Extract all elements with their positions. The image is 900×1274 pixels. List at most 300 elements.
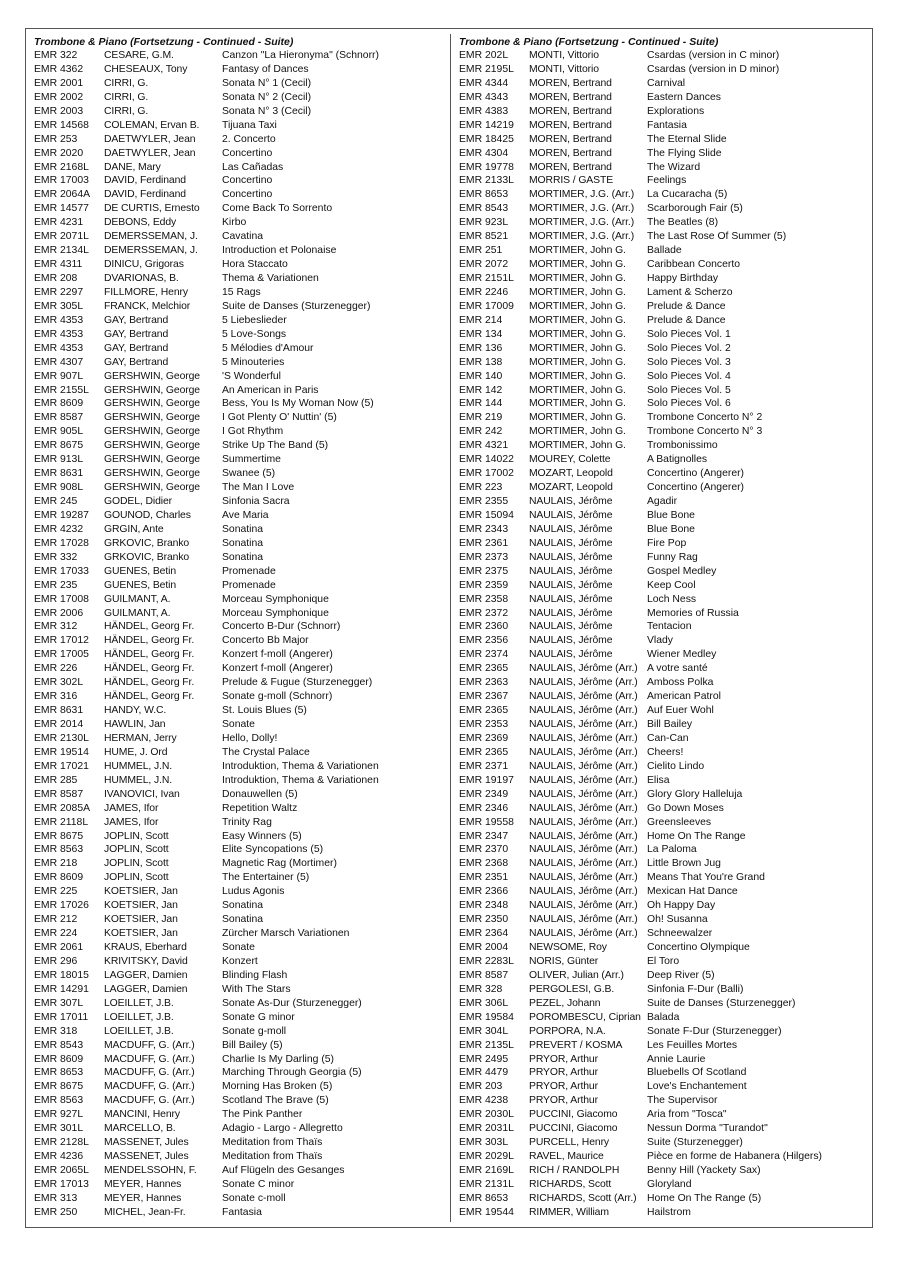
catalog-number: EMR 17011 bbox=[34, 1011, 89, 1023]
catalog-number: EMR 285 bbox=[34, 774, 78, 786]
catalog-number: EMR 316 bbox=[34, 691, 78, 703]
composer: MORTIMER, John G. bbox=[529, 426, 626, 438]
title: Mexican Hat Dance bbox=[647, 886, 738, 898]
title: El Toro bbox=[647, 955, 680, 967]
catalog-number: EMR 8543 bbox=[459, 203, 509, 215]
composer: JOPLIN, Scott bbox=[104, 830, 169, 842]
title: 15 Rags bbox=[222, 286, 261, 298]
composer: MENDELSSOHN, F. bbox=[104, 1165, 197, 1176]
catalog-number: EMR 927L bbox=[34, 1109, 84, 1121]
catalog-entry bbox=[459, 1094, 875, 1108]
title: Sonatina bbox=[222, 523, 264, 535]
catalog-entry bbox=[34, 983, 450, 997]
title: Explorations bbox=[647, 105, 705, 117]
catalog-entry bbox=[34, 481, 450, 495]
title: Prelude & Dance bbox=[647, 300, 726, 312]
catalog-number: EMR 203 bbox=[459, 1081, 503, 1093]
title: I Got Rhythm bbox=[222, 426, 284, 438]
composer: HÄNDEL, Georg Fr. bbox=[104, 649, 195, 661]
composer: MACDUFF, G. (Arr.) bbox=[104, 1053, 195, 1065]
catalog-entry bbox=[34, 969, 450, 983]
catalog-entry bbox=[34, 467, 450, 481]
catalog-entry bbox=[459, 857, 875, 871]
catalog-number: EMR 2006 bbox=[34, 607, 84, 619]
catalog-entry bbox=[34, 871, 450, 885]
catalog-number: EMR 2356 bbox=[459, 635, 509, 647]
catalog-entry bbox=[34, 579, 450, 593]
composer: MORTIMER, J.G. (Arr.) bbox=[529, 203, 635, 215]
catalog-number: EMR 226 bbox=[34, 663, 78, 675]
composer: MASSENET, Jules bbox=[104, 1137, 189, 1149]
catalog-number: EMR 212 bbox=[34, 914, 78, 926]
catalog-number: EMR 2128L bbox=[34, 1137, 89, 1149]
composer: FILLMORE, Henry bbox=[104, 286, 188, 298]
title: Happy Birthday bbox=[647, 273, 719, 284]
catalog-number: EMR 2065L bbox=[34, 1165, 89, 1176]
catalog-entry bbox=[34, 816, 450, 830]
catalog-number: EMR 19584 bbox=[459, 1011, 514, 1023]
right-column-heading: Trombone & Piano (Fortsetzung - Continued - Suite) bbox=[459, 36, 719, 48]
catalog-entry bbox=[459, 49, 875, 63]
title: The Entertainer (5) bbox=[222, 872, 310, 884]
title: Trombone Concerto N° 3 bbox=[647, 426, 763, 438]
composer: KOETSIER, Jan bbox=[104, 928, 178, 940]
title: A votre santé bbox=[647, 663, 708, 675]
catalog-entry bbox=[459, 342, 875, 356]
catalog-number: EMR 8587 bbox=[34, 412, 84, 424]
composer: HÄNDEL, Georg Fr. bbox=[104, 677, 195, 689]
title: Blue Bone bbox=[647, 523, 695, 535]
catalog-number: EMR 136 bbox=[459, 342, 503, 354]
catalog-number: EMR 2373 bbox=[459, 551, 509, 563]
title: Las Cañadas bbox=[222, 161, 284, 173]
catalog-number: EMR 318 bbox=[34, 1025, 78, 1037]
title: Morceau Symphonique bbox=[222, 607, 329, 619]
composer: PRYOR, Arthur bbox=[529, 1067, 598, 1079]
composer: JOPLIN, Scott bbox=[104, 872, 169, 884]
catalog-number: EMR 312 bbox=[34, 621, 78, 633]
catalog-entry bbox=[34, 1053, 450, 1067]
title: Sonata N° 2 (Cecil) bbox=[222, 91, 312, 103]
title: Solo Pieces Vol. 4 bbox=[647, 370, 731, 382]
catalog-number: EMR 2353 bbox=[459, 719, 509, 730]
catalog-number: EMR 2371 bbox=[459, 760, 509, 772]
title: Keep Cool bbox=[647, 579, 696, 591]
catalog-number: EMR 8653 bbox=[34, 1067, 84, 1079]
composer: GODEL, Didier bbox=[104, 496, 172, 507]
catalog-entry bbox=[34, 565, 450, 579]
catalog-entry bbox=[34, 885, 450, 899]
composer: MICHEL, Jean-Fr. bbox=[104, 1206, 186, 1218]
title: Love's Enchantement bbox=[647, 1081, 747, 1093]
catalog-number: EMR 17008 bbox=[34, 593, 89, 605]
catalog-entry bbox=[34, 509, 450, 523]
catalog-number: EMR 2359 bbox=[459, 579, 509, 591]
composer: MASSENET, Jules bbox=[104, 1151, 189, 1163]
catalog-number: EMR 2151L bbox=[459, 273, 514, 284]
title: Solo Pieces Vol. 6 bbox=[647, 398, 731, 410]
catalog-entry bbox=[34, 704, 450, 718]
catalog-number: EMR 2365 bbox=[459, 663, 509, 675]
composer: NAULAIS, Jérôme bbox=[529, 593, 613, 605]
catalog-number: EMR 4383 bbox=[459, 105, 509, 117]
title: Tentacion bbox=[647, 621, 692, 633]
catalog-number: EMR 4353 bbox=[34, 328, 84, 340]
catalog-entry bbox=[34, 300, 450, 314]
right-catalog-list bbox=[459, 49, 875, 1220]
composer: CIRRI, G. bbox=[104, 91, 149, 103]
title: 2. Concerto bbox=[222, 133, 276, 145]
catalog-entry bbox=[459, 439, 875, 453]
composer: MONTI, Vittorio bbox=[529, 50, 599, 61]
composer: PUCCINI, Giacomo bbox=[529, 1123, 618, 1135]
composer: NAULAIS, Jérôme (Arr.) bbox=[529, 802, 638, 814]
catalog-entry bbox=[34, 453, 450, 467]
catalog-entry bbox=[459, 955, 875, 969]
catalog-entry bbox=[459, 788, 875, 802]
title: Gloryland bbox=[647, 1178, 692, 1190]
catalog-number: EMR 19778 bbox=[459, 161, 514, 173]
catalog-number: EMR 2495 bbox=[459, 1053, 509, 1065]
title: 5 Minouteries bbox=[222, 356, 285, 368]
catalog-number: EMR 2002 bbox=[34, 91, 84, 103]
title: Easy Winners (5) bbox=[222, 830, 302, 842]
catalog-number: EMR 8631 bbox=[34, 705, 84, 717]
title: Sonate C minor bbox=[222, 1178, 295, 1190]
title: Carnival bbox=[647, 77, 686, 89]
composer: PRYOR, Arthur bbox=[529, 1081, 598, 1093]
catalog-number: EMR 223 bbox=[459, 482, 503, 494]
title: Sonate F-Dur (Sturzenegger) bbox=[647, 1025, 782, 1037]
composer: JOPLIN, Scott bbox=[104, 858, 169, 870]
composer: MORTIMER, John G. bbox=[529, 440, 626, 452]
catalog-entry bbox=[34, 272, 450, 286]
catalog-entry bbox=[34, 314, 450, 328]
catalog-entry bbox=[34, 63, 450, 77]
composer: MOZART, Leopold bbox=[529, 468, 613, 480]
title: Home On The Range bbox=[647, 830, 746, 842]
composer: GERSHWIN, George bbox=[104, 468, 200, 480]
composer: NAULAIS, Jérôme bbox=[529, 537, 613, 549]
catalog-number: EMR 4343 bbox=[459, 91, 509, 103]
composer: LAGGER, Damien bbox=[104, 983, 188, 995]
catalog-entry bbox=[34, 1080, 450, 1094]
catalog-entry bbox=[459, 1039, 875, 1053]
catalog-number: EMR 17026 bbox=[34, 900, 89, 912]
title: Csardas (version in D minor) bbox=[647, 63, 780, 75]
catalog-entry bbox=[459, 983, 875, 997]
title: The Last Rose Of Summer (5) bbox=[647, 231, 787, 243]
composer: NAULAIS, Jérôme (Arr.) bbox=[529, 677, 638, 689]
catalog-number: EMR 2358 bbox=[459, 593, 509, 605]
catalog-number: EMR 4238 bbox=[459, 1095, 509, 1107]
title: Promenade bbox=[222, 579, 276, 591]
composer: GERSHWIN, George bbox=[104, 370, 200, 382]
catalog-entry bbox=[459, 927, 875, 941]
catalog-entry bbox=[34, 1094, 450, 1108]
catalog-entry bbox=[459, 593, 875, 607]
catalog-number: EMR 17002 bbox=[459, 468, 514, 480]
composer: NAULAIS, Jérôme bbox=[529, 551, 613, 563]
title: Home On The Range (5) bbox=[647, 1192, 762, 1204]
catalog-entry bbox=[459, 620, 875, 634]
catalog-number: EMR 322 bbox=[34, 50, 78, 61]
title: Hailstrom bbox=[647, 1206, 691, 1218]
catalog-entry bbox=[34, 843, 450, 857]
catalog-number: EMR 218 bbox=[34, 858, 78, 870]
catalog-entry bbox=[459, 495, 875, 509]
catalog-number: EMR 225 bbox=[34, 886, 78, 898]
catalog-number: EMR 19514 bbox=[34, 746, 89, 758]
catalog-entry bbox=[459, 899, 875, 913]
catalog-entry bbox=[34, 607, 450, 621]
catalog-number: EMR 14219 bbox=[459, 119, 514, 131]
composer: GRKOVIC, Branko bbox=[104, 537, 190, 549]
title: Tijuana Taxi bbox=[222, 119, 277, 131]
composer: MORTIMER, John G. bbox=[529, 342, 626, 354]
composer: MANCINI, Henry bbox=[104, 1109, 180, 1121]
title: Concertino bbox=[222, 175, 273, 187]
catalog-entry bbox=[459, 147, 875, 161]
title: Solo Pieces Vol. 3 bbox=[647, 356, 731, 368]
catalog-entry bbox=[459, 1150, 875, 1164]
catalog-entry bbox=[459, 1164, 875, 1178]
catalog-entry bbox=[34, 258, 450, 272]
title: A Batignolles bbox=[647, 454, 708, 466]
catalog-entry bbox=[34, 857, 450, 871]
title: Auf Euer Wohl bbox=[647, 705, 714, 717]
catalog-entry bbox=[34, 397, 450, 411]
catalog-entry bbox=[34, 133, 450, 147]
title: Sonate bbox=[222, 942, 255, 953]
catalog-entry bbox=[34, 802, 450, 816]
title: The Crystal Palace bbox=[222, 746, 310, 758]
catalog-number: EMR 17005 bbox=[34, 649, 89, 661]
composer: GERSHWIN, George bbox=[104, 384, 200, 396]
composer: GAY, Bertrand bbox=[104, 342, 169, 354]
catalog-entry bbox=[459, 105, 875, 119]
title: Blinding Flash bbox=[222, 969, 288, 981]
catalog-entry bbox=[34, 1011, 450, 1025]
composer: HÄNDEL, Georg Fr. bbox=[104, 621, 195, 633]
composer: RICHARDS, Scott (Arr.) bbox=[529, 1192, 637, 1204]
composer: MORTIMER, J.G. (Arr.) bbox=[529, 231, 635, 243]
catalog-number: EMR 2368 bbox=[459, 858, 509, 870]
catalog-entry bbox=[459, 1192, 875, 1206]
catalog-entry bbox=[459, 1122, 875, 1136]
catalog-number: EMR 14577 bbox=[34, 203, 89, 215]
title: Sonate g-moll bbox=[222, 1025, 287, 1037]
catalog-entry bbox=[459, 913, 875, 927]
catalog-entry bbox=[34, 1136, 450, 1150]
catalog-entry bbox=[34, 1206, 450, 1220]
catalog-entry bbox=[34, 620, 450, 634]
catalog-number: EMR 17033 bbox=[34, 565, 89, 577]
catalog-entry bbox=[459, 481, 875, 495]
composer: NAULAIS, Jérôme (Arr.) bbox=[529, 886, 638, 898]
title: Wiener Medley bbox=[647, 649, 717, 661]
title: St. Louis Blues (5) bbox=[222, 705, 307, 717]
composer: DAVID, Ferdinand bbox=[104, 189, 186, 201]
composer: MORTIMER, John G. bbox=[529, 245, 626, 257]
catalog-entry bbox=[459, 119, 875, 133]
catalog-entry bbox=[34, 593, 450, 607]
catalog-number: EMR 2372 bbox=[459, 607, 509, 619]
catalog-number: EMR 4236 bbox=[34, 1151, 84, 1163]
title: Summertime bbox=[222, 454, 281, 466]
composer: NAULAIS, Jérôme bbox=[529, 649, 613, 661]
left-column bbox=[34, 35, 450, 1220]
title: Suite de Danses (Sturzenegger) bbox=[222, 300, 371, 312]
composer: KOETSIER, Jan bbox=[104, 900, 178, 912]
composer: HAWLIN, Jan bbox=[104, 719, 166, 730]
catalog-number: EMR 8609 bbox=[34, 1053, 84, 1065]
catalog-number: EMR 2246 bbox=[459, 286, 509, 298]
title: 5 Mélodies d'Amour bbox=[222, 342, 314, 354]
title: Prelude & Fugue (Sturzenegger) bbox=[222, 677, 373, 689]
title: Charlie Is My Darling (5) bbox=[222, 1053, 335, 1065]
composer: RICHARDS, Scott bbox=[529, 1178, 612, 1190]
title: Oh! Susanna bbox=[647, 914, 708, 926]
catalog-entry bbox=[34, 1025, 450, 1039]
composer: MORTIMER, John G. bbox=[529, 384, 626, 396]
right-column bbox=[459, 35, 875, 1220]
catalog-number: EMR 2369 bbox=[459, 732, 509, 744]
catalog-entry bbox=[459, 816, 875, 830]
composer: HÄNDEL, Georg Fr. bbox=[104, 691, 195, 703]
catalog-number: EMR 2168L bbox=[34, 161, 89, 173]
title: Deep River (5) bbox=[647, 969, 715, 981]
composer: NAULAIS, Jérôme (Arr.) bbox=[529, 928, 638, 940]
composer: NAULAIS, Jérôme bbox=[529, 565, 613, 577]
catalog-number: EMR 305L bbox=[34, 300, 84, 312]
catalog-entry bbox=[34, 941, 450, 955]
composer: MOREN, Bertrand bbox=[529, 147, 612, 159]
composer: NAULAIS, Jérôme (Arr.) bbox=[529, 705, 638, 717]
catalog-number: EMR 2374 bbox=[459, 649, 509, 661]
title: Elisa bbox=[647, 774, 670, 786]
composer: CIRRI, G. bbox=[104, 105, 149, 117]
title: Concertino bbox=[222, 147, 273, 159]
catalog-entry bbox=[34, 662, 450, 676]
catalog-entry bbox=[459, 551, 875, 565]
catalog-entry bbox=[34, 997, 450, 1011]
title: Nessun Dorma "Turandot" bbox=[647, 1123, 768, 1135]
title: Repetition Waltz bbox=[222, 802, 298, 814]
catalog-number: EMR 4304 bbox=[459, 147, 509, 159]
catalog-number: EMR 304L bbox=[459, 1025, 509, 1037]
catalog-number: EMR 214 bbox=[459, 314, 503, 326]
catalog-entry bbox=[34, 1150, 450, 1164]
composer: LOEILLET, J.B. bbox=[104, 1011, 174, 1023]
catalog-number: EMR 302L bbox=[34, 677, 84, 689]
title: Vlady bbox=[647, 635, 673, 647]
catalog-entry bbox=[34, 174, 450, 188]
composer: GERSHWIN, George bbox=[104, 412, 200, 424]
title: Les Feuilles Mortes bbox=[647, 1039, 738, 1051]
catalog-number: EMR 19287 bbox=[34, 509, 89, 521]
catalog-number: EMR 14291 bbox=[34, 983, 89, 995]
catalog-number: EMR 328 bbox=[459, 983, 503, 995]
composer: MORTIMER, John G. bbox=[529, 314, 626, 326]
catalog-entry bbox=[459, 1053, 875, 1067]
composer: MORTIMER, John G. bbox=[529, 328, 626, 340]
title: Solo Pieces Vol. 2 bbox=[647, 342, 731, 354]
catalog-number: EMR 140 bbox=[459, 370, 503, 382]
catalog-number: EMR 8609 bbox=[34, 398, 84, 410]
composer: PORPORA, N.A. bbox=[529, 1025, 606, 1037]
title: The Flying Slide bbox=[647, 147, 722, 159]
catalog-number: EMR 4353 bbox=[34, 342, 84, 354]
catalog-number: EMR 8653 bbox=[459, 1192, 509, 1204]
catalog-number: EMR 19544 bbox=[459, 1206, 514, 1218]
catalog-number: EMR 2004 bbox=[459, 942, 509, 953]
catalog-number: EMR 2195L bbox=[459, 63, 514, 75]
catalog-number: EMR 17013 bbox=[34, 1178, 89, 1190]
composer: NAULAIS, Jérôme (Arr.) bbox=[529, 691, 638, 703]
catalog-entry bbox=[459, 411, 875, 425]
catalog-entry bbox=[459, 258, 875, 272]
title: Marching Through Georgia (5) bbox=[222, 1067, 362, 1079]
composer: NEWSOME, Roy bbox=[529, 942, 607, 953]
composer: MOREN, Bertrand bbox=[529, 105, 612, 117]
composer: KOETSIER, Jan bbox=[104, 914, 178, 926]
composer: MORTIMER, J.G. (Arr.) bbox=[529, 189, 635, 201]
title: 5 Liebeslieder bbox=[222, 314, 287, 326]
title: The Wizard bbox=[647, 161, 701, 173]
catalog-entry bbox=[34, 1108, 450, 1122]
catalog-entry bbox=[34, 439, 450, 453]
title: Feelings bbox=[647, 175, 687, 187]
catalog-entry bbox=[34, 384, 450, 398]
catalog-entry bbox=[459, 1080, 875, 1094]
composer: MORTIMER, John G. bbox=[529, 259, 626, 271]
catalog-number: EMR 4231 bbox=[34, 217, 84, 229]
composer: GERSHWIN, George bbox=[104, 398, 200, 410]
composer: HANDY, W.C. bbox=[104, 705, 167, 717]
catalog-number: EMR 2072 bbox=[459, 259, 509, 271]
composer: MORRIS / GASTE bbox=[529, 175, 614, 187]
title: Benny Hill (Yackety Sax) bbox=[647, 1165, 761, 1176]
composer: MORTIMER, John G. bbox=[529, 356, 626, 368]
catalog-entry bbox=[34, 356, 450, 370]
catalog-entry bbox=[459, 969, 875, 983]
title: Thema & Variationen bbox=[222, 273, 319, 284]
composer: KOETSIER, Jan bbox=[104, 886, 178, 898]
catalog-entry bbox=[459, 91, 875, 105]
title: Promenade bbox=[222, 565, 276, 577]
catalog-entry bbox=[459, 579, 875, 593]
title: La Paloma bbox=[647, 844, 697, 856]
title: Magnetic Rag (Mortimer) bbox=[222, 858, 337, 870]
catalog-number: EMR 4321 bbox=[459, 440, 509, 452]
catalog-number: EMR 332 bbox=[34, 551, 78, 563]
catalog-number: EMR 2130L bbox=[34, 732, 89, 744]
catalog-entry bbox=[459, 467, 875, 481]
title: Bess, You Is My Woman Now (5) bbox=[222, 398, 374, 410]
title: Auf Flügeln des Gesanges bbox=[222, 1165, 345, 1176]
title: The Beatles (8) bbox=[647, 217, 719, 229]
left-column-heading: Trombone & Piano (Fortsetzung - Continued - Suite) bbox=[34, 36, 294, 48]
composer: MORTIMER, J.G. (Arr.) bbox=[529, 217, 635, 229]
composer: MORTIMER, John G. bbox=[529, 370, 626, 382]
catalog-entry bbox=[34, 1178, 450, 1192]
composer: HÄNDEL, Georg Fr. bbox=[104, 663, 195, 675]
title: Sinfonia Sacra bbox=[222, 496, 290, 507]
catalog-entry bbox=[34, 286, 450, 300]
catalog-entry bbox=[459, 537, 875, 551]
composer: POROMBESCU, Ciprian bbox=[529, 1011, 641, 1023]
